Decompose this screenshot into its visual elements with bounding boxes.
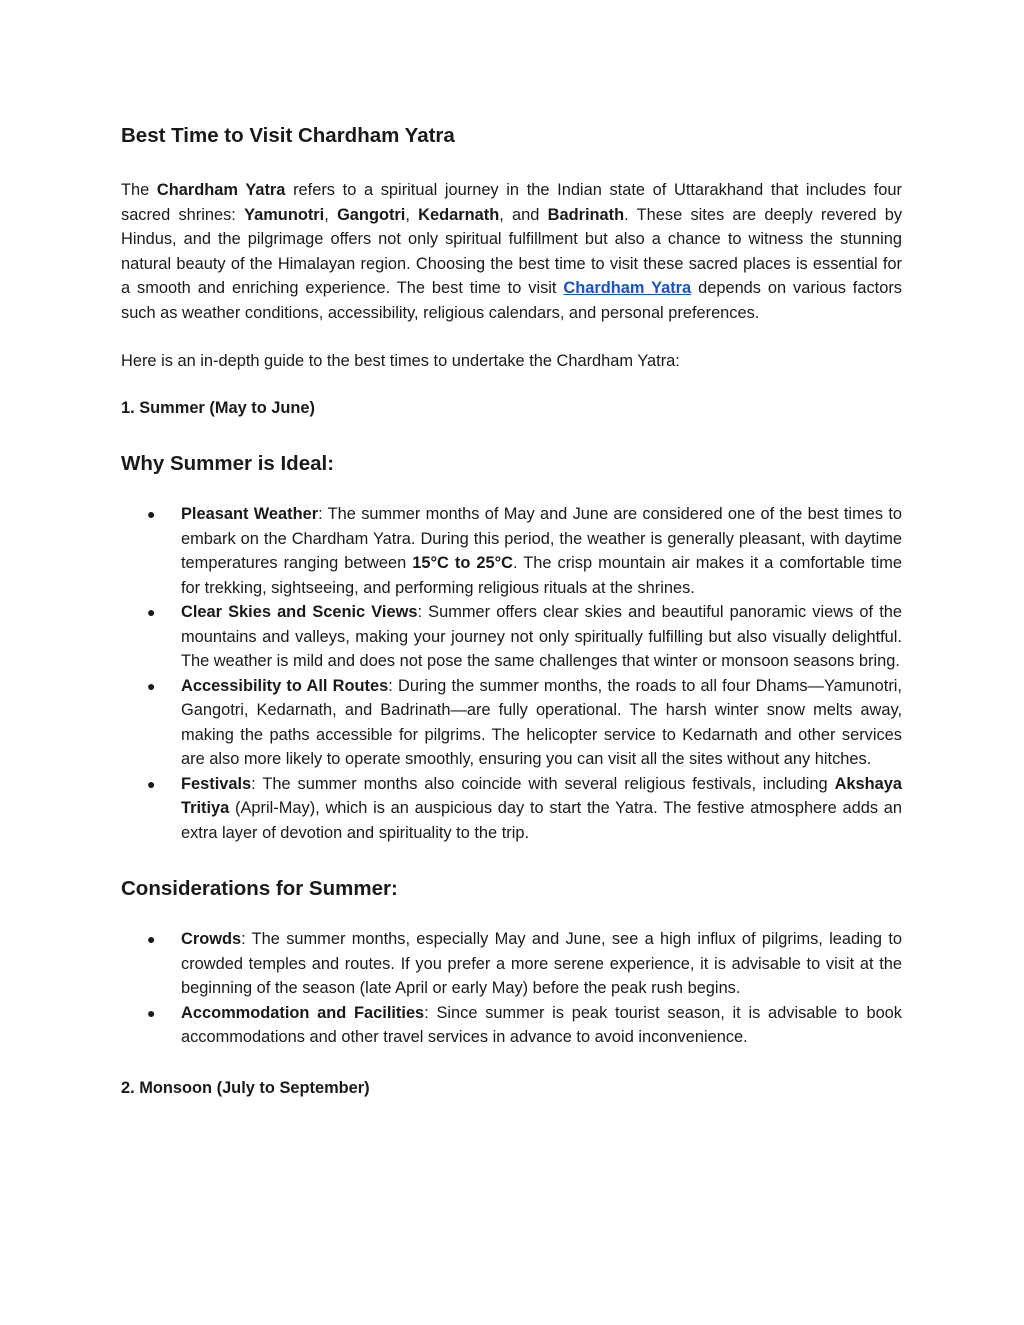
intro-bold-badrinath: Badrinath [547, 205, 625, 224]
intro-text: , [324, 205, 338, 224]
list-item-label: Accessibility to All Routes [181, 676, 389, 695]
summer-heading: 1. Summer (May to June) [121, 398, 315, 417]
intro-text: The [121, 181, 157, 199]
list-item-text: : The summer months of May and June are considered one of the best times to embark on the Chardham Yatra. During this period, the weather is generally pleasant, with daytime temperatures ranging between [181, 505, 903, 572]
intro-text: , and [499, 205, 548, 224]
intro-bold-kedarnath: Kedarnath [418, 205, 500, 224]
bullet-icon: ● [147, 775, 156, 792]
list-item-label: Festivals [181, 774, 252, 793]
list-item-text: : Summer offers clear skies and beautiful panoramic views of the mountains and valleys, making your journey not only spiritually fulfilling but also visually delightful. The weather is mild and does not pose the same challenges that winter or monsoon seasons bring. [181, 603, 902, 670]
document-page [121, 118, 902, 1126]
intro-bold-gangotri: Gangotri [337, 205, 406, 224]
list-item-label: Pleasant Weather [181, 505, 319, 523]
why-summer-list [121, 502, 902, 845]
intro-text: , [405, 205, 419, 224]
list-item [147, 600, 902, 674]
bullet-icon: ● [147, 677, 156, 694]
intro-bold-chardham: Chardham Yatra [156, 181, 286, 199]
list-item-text: : During the summer months, the roads to all four Dhams—Yamunotri, Gangotri, Kedarnath, and Badrinath—are fully operational. The harsh winter snow melts away, making the paths accessible for pilgrims. The helicopter service to Kedarnath and other services are also more likely to operate smoothly, ensuring you can visit all the sites without any hitches. [181, 676, 902, 768]
list-item-text: : Since summer is peak tourist season, it is advisable to book accommodations and other travel services in advance to avoid inconvenience. [181, 1003, 902, 1046]
guide-intro: Here is an in-depth guide to the best times to undertake the Chardham Yatra: [121, 352, 680, 370]
list-item [147, 772, 902, 846]
list-item [147, 502, 903, 600]
list-item-text: . The crisp mountain air makes it a comfortable time for trekking, sightseeing, and performing religious rituals at the shrines. [181, 554, 902, 597]
bullet-icon: ● [147, 506, 156, 522]
intro-paragraph [121, 178, 902, 325]
list-item-bold: Akshaya Tritiya [181, 774, 902, 817]
list-item-bold: 15°C to 25°C [412, 554, 513, 572]
list-item-text: : The summer months also coincide with several religious festivals, including [251, 774, 835, 793]
list-item [147, 1001, 902, 1050]
list-item-label: Crowds [181, 930, 242, 948]
list-item [147, 927, 902, 1001]
list-item [147, 674, 902, 772]
bullet-icon: ● [147, 604, 156, 620]
page-title: Best Time to Visit Chardham Yatra [121, 124, 455, 147]
why-summer-heading: Why Summer is Ideal: [121, 452, 335, 475]
intro-text: . These sites are deeply revered by Hindus, and the pilgrimage offers not only spiritual fulfillment but also a chance to witness the stunning natural beauty of the Himalayan region. Choosing the best time to visit these sacred places is essential for a smooth and enriching experience. The best time to visit [121, 205, 903, 297]
chardham-yatra-link[interactable]: Chardham Yatra [563, 279, 692, 297]
considerations-summer-list [121, 927, 902, 1050]
considerations-summer-heading: Considerations for Summer: [121, 877, 398, 900]
list-item-text: (April-May), which is an auspicious day to start the Yatra. The festive atmosphere adds an extra layer of devotion and spirituality to the trip. [181, 799, 902, 842]
list-item-label: Clear Skies and Scenic Views [181, 603, 418, 621]
list-item-label: Accommodation and Facilities [181, 1003, 425, 1022]
list-item-text: : The summer months, especially May and June, see a high influx of pilgrims, leading to crowded temples and routes. If you prefer a more serene experience, it is advisable to visit at the beginning of the season (late April or early May) before the peak rush begins. [181, 930, 902, 997]
intro-bold-yamunotri: Yamunotri [244, 205, 325, 224]
intro-text: depends on various factors such as weather conditions, accessibility, religious calendars, and personal preferences. [121, 279, 902, 322]
monsoon-heading: 2. Monsoon (July to September) [121, 1078, 370, 1097]
bullet-icon: ● [147, 931, 156, 947]
bullet-icon: ● [147, 1004, 156, 1021]
intro-text: refers to a spiritual journey in the Indian state of Uttarakhand that includes four sacred shrines: [121, 181, 902, 224]
